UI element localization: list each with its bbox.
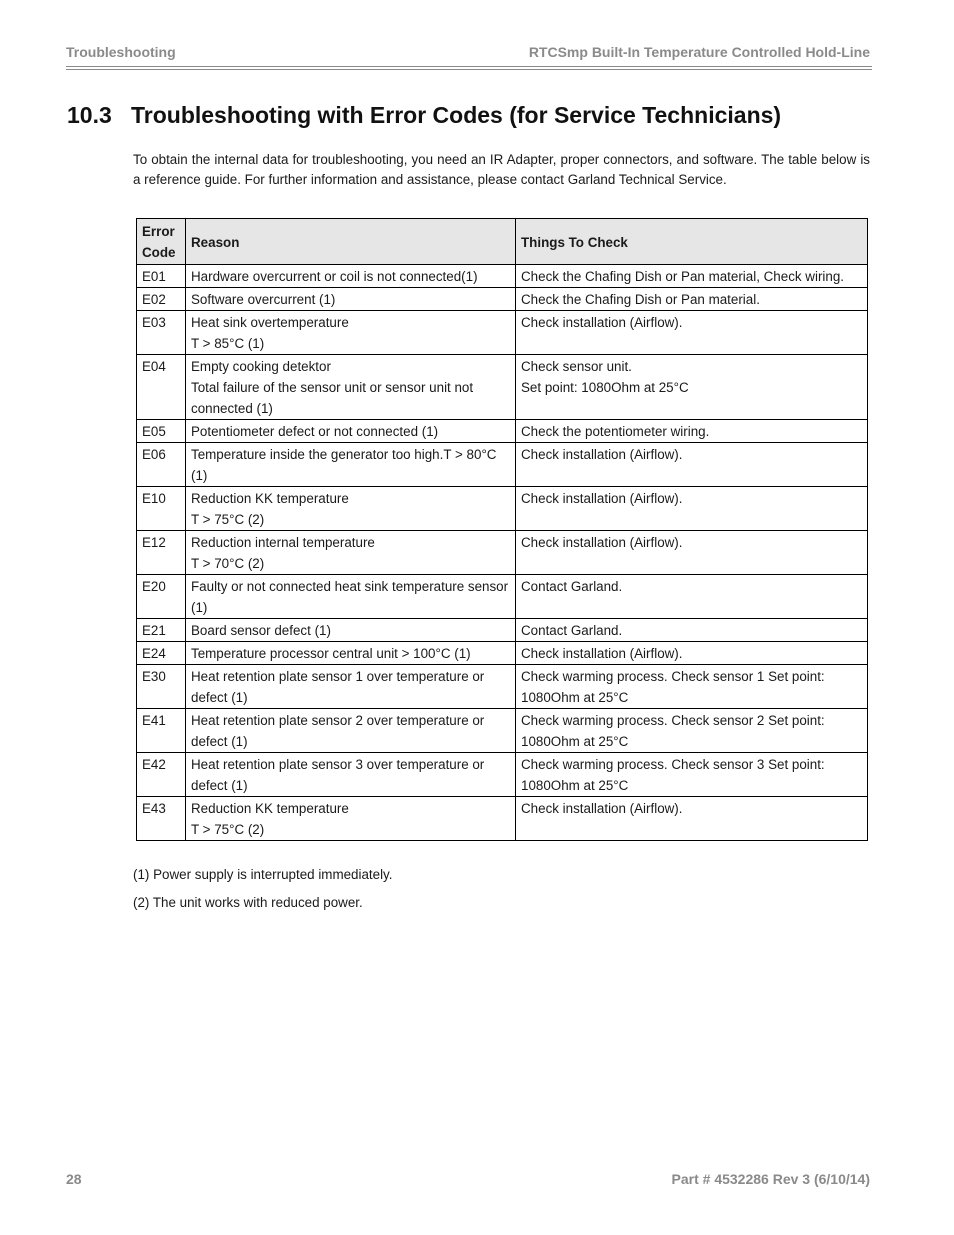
reason-cell-line: Heat sink overtemperature xyxy=(191,315,349,330)
things-to-check-cell xyxy=(516,619,868,642)
things-to-check-cell-line: Check installation (Airflow). xyxy=(521,535,683,550)
table-row xyxy=(137,642,868,665)
header-rule xyxy=(66,69,872,70)
things-to-check-cell-line: Check installation (Airflow). xyxy=(521,801,683,816)
reason-cell xyxy=(186,753,516,797)
table-row xyxy=(137,420,868,443)
header-rule xyxy=(66,66,872,67)
column-header-things-to-check: Things To Check xyxy=(516,219,868,265)
reason-cell xyxy=(186,797,516,841)
table-row xyxy=(137,753,868,797)
reason-cell-line: Hardware overcurrent or coil is not connected(1) xyxy=(191,269,478,284)
running-header xyxy=(66,44,872,64)
things-to-check-cell-line: Check warming process. Check sensor 3 Set point: 1080Ohm at 25°C xyxy=(521,757,825,793)
reason-cell-line: Heat retention plate sensor 2 over temperature or defect (1) xyxy=(191,713,485,749)
reason-cell-line: Temperature inside the generator too high.T > 80°C (1) xyxy=(191,447,497,483)
things-to-check-cell-line: Check the Chafing Dish or Pan material. xyxy=(521,292,760,307)
table-row xyxy=(137,619,868,642)
intro-paragraph: To obtain the internal data for troubleshooting, you need an IR Adapter, proper connectors, and software. The table below is a reference guide. For further information and assistance, please contact Garland Technical Service. xyxy=(133,152,870,187)
things-to-check-cell xyxy=(516,642,868,665)
reason-cell-line: T > 85°C (1) xyxy=(191,336,265,351)
table-row xyxy=(137,487,868,531)
reason-cell-line: T > 75°C (2) xyxy=(191,822,265,837)
things-to-check-cell-line: Check warming process. Check sensor 2 Set point: 1080Ohm at 25°C xyxy=(521,713,825,749)
error-code-cell: E01 xyxy=(137,265,186,288)
reason-cell-line: Empty cooking detektor xyxy=(191,359,331,374)
reason-cell xyxy=(186,311,516,355)
reason-cell-line: Reduction KK temperature xyxy=(191,491,349,506)
table-row xyxy=(137,575,868,619)
section-title xyxy=(67,102,781,129)
error-code-cell: E20 xyxy=(137,575,186,619)
reason-cell xyxy=(186,709,516,753)
things-to-check-cell xyxy=(516,487,868,531)
reason-cell-line: Temperature processor central unit > 100°C (1) xyxy=(191,646,471,661)
table-row xyxy=(137,265,868,288)
error-code-cell: E41 xyxy=(137,709,186,753)
things-to-check-cell-line: Check installation (Airflow). xyxy=(521,447,683,462)
things-to-check-cell xyxy=(516,665,868,709)
things-to-check-cell-line: Check the Chafing Dish or Pan material, Check wiring. xyxy=(521,269,845,284)
things-to-check-cell xyxy=(516,311,868,355)
reason-cell-line: T > 75°C (2) xyxy=(191,512,265,527)
reason-cell xyxy=(186,288,516,311)
table-row xyxy=(137,531,868,575)
page-footer xyxy=(66,1171,872,1191)
reason-cell xyxy=(186,487,516,531)
reason-cell-line: Heat retention plate sensor 1 over temperature or defect (1) xyxy=(191,669,485,705)
reason-cell xyxy=(186,642,516,665)
reason-cell-line: Faulty or not connected heat sink temperature sensor (1) xyxy=(191,579,509,615)
things-to-check-cell-line: Set point: 1080Ohm at 25°C xyxy=(521,380,689,395)
table-row xyxy=(137,443,868,487)
table-row xyxy=(137,797,868,841)
error-code-cell: E06 xyxy=(137,443,186,487)
error-code-cell: E03 xyxy=(137,311,186,355)
footnote-2: (2) The unit works with reduced power. xyxy=(133,895,363,910)
things-to-check-cell xyxy=(516,288,868,311)
reason-cell-line: T > 70°C (2) xyxy=(191,556,265,571)
error-code-cell: E42 xyxy=(137,753,186,797)
error-code-cell: E12 xyxy=(137,531,186,575)
things-to-check-cell xyxy=(516,355,868,420)
reason-cell xyxy=(186,531,516,575)
table-row xyxy=(137,355,868,420)
things-to-check-cell-line: Contact Garland. xyxy=(521,623,623,638)
error-code-cell: E10 xyxy=(137,487,186,531)
reason-cell xyxy=(186,355,516,420)
error-code-cell: E24 xyxy=(137,642,186,665)
reason-cell xyxy=(186,619,516,642)
reason-cell-line: Heat retention plate sensor 3 over temperature or defect (1) xyxy=(191,757,485,793)
reason-cell xyxy=(186,265,516,288)
reason-cell xyxy=(186,575,516,619)
reason-cell xyxy=(186,420,516,443)
things-to-check-cell-line: Check warming process. Check sensor 1 Set point: 1080Ohm at 25°C xyxy=(521,669,825,705)
reason-cell-line: Potentiometer defect or not connected (1) xyxy=(191,424,439,439)
section-number: 10.3 xyxy=(67,102,112,128)
things-to-check-cell-line: Check installation (Airflow). xyxy=(521,646,683,661)
section-title-text: Troubleshooting with Error Codes (for Service Technicians) xyxy=(131,102,782,128)
table-row xyxy=(137,288,868,311)
header-section: Troubleshooting xyxy=(66,44,176,60)
reason-cell-line: Board sensor defect (1) xyxy=(191,623,331,638)
table-row xyxy=(137,665,868,709)
part-number: Part # 4532286 Rev 3 (6/10/14) xyxy=(671,1171,870,1187)
error-code-cell: E30 xyxy=(137,665,186,709)
reason-cell-line: Total failure of the sensor unit or sensor unit not connected (1) xyxy=(191,380,474,416)
things-to-check-cell-line: Check installation (Airflow). xyxy=(521,315,683,330)
things-to-check-cell xyxy=(516,797,868,841)
things-to-check-cell xyxy=(516,575,868,619)
column-header-reason: Reason xyxy=(186,219,516,265)
things-to-check-cell-line: Check installation (Airflow). xyxy=(521,491,683,506)
things-to-check-cell xyxy=(516,531,868,575)
table-header-row xyxy=(137,219,868,265)
column-header-error-code: Error Code xyxy=(137,219,186,265)
things-to-check-cell-line: Contact Garland. xyxy=(521,579,623,594)
things-to-check-cell-line: Check sensor unit. xyxy=(521,359,632,374)
reason-cell-line: Software overcurrent (1) xyxy=(191,292,336,307)
reason-cell xyxy=(186,443,516,487)
error-code-cell: E21 xyxy=(137,619,186,642)
things-to-check-cell xyxy=(516,753,868,797)
reason-cell xyxy=(186,665,516,709)
table-row xyxy=(137,709,868,753)
reason-cell-line: Reduction internal temperature xyxy=(191,535,375,550)
footnote-1: (1) Power supply is interrupted immediately. xyxy=(133,867,393,882)
table-body xyxy=(137,265,868,841)
header-product: RTCSmp Built-In Temperature Controlled Hold-Line xyxy=(528,44,870,60)
things-to-check-cell xyxy=(516,265,868,288)
things-to-check-cell-line: Check the potentiometer wiring. xyxy=(521,424,710,439)
error-code-cell: E05 xyxy=(137,420,186,443)
things-to-check-cell xyxy=(516,709,868,753)
error-code-cell: E04 xyxy=(137,355,186,420)
page-number: 28 xyxy=(66,1171,82,1187)
error-code-table xyxy=(136,218,868,841)
error-code-cell: E02 xyxy=(137,288,186,311)
things-to-check-cell xyxy=(516,420,868,443)
reason-cell-line: Reduction KK temperature xyxy=(191,801,349,816)
error-code-cell: E43 xyxy=(137,797,186,841)
things-to-check-cell xyxy=(516,443,868,487)
table-row xyxy=(137,311,868,355)
